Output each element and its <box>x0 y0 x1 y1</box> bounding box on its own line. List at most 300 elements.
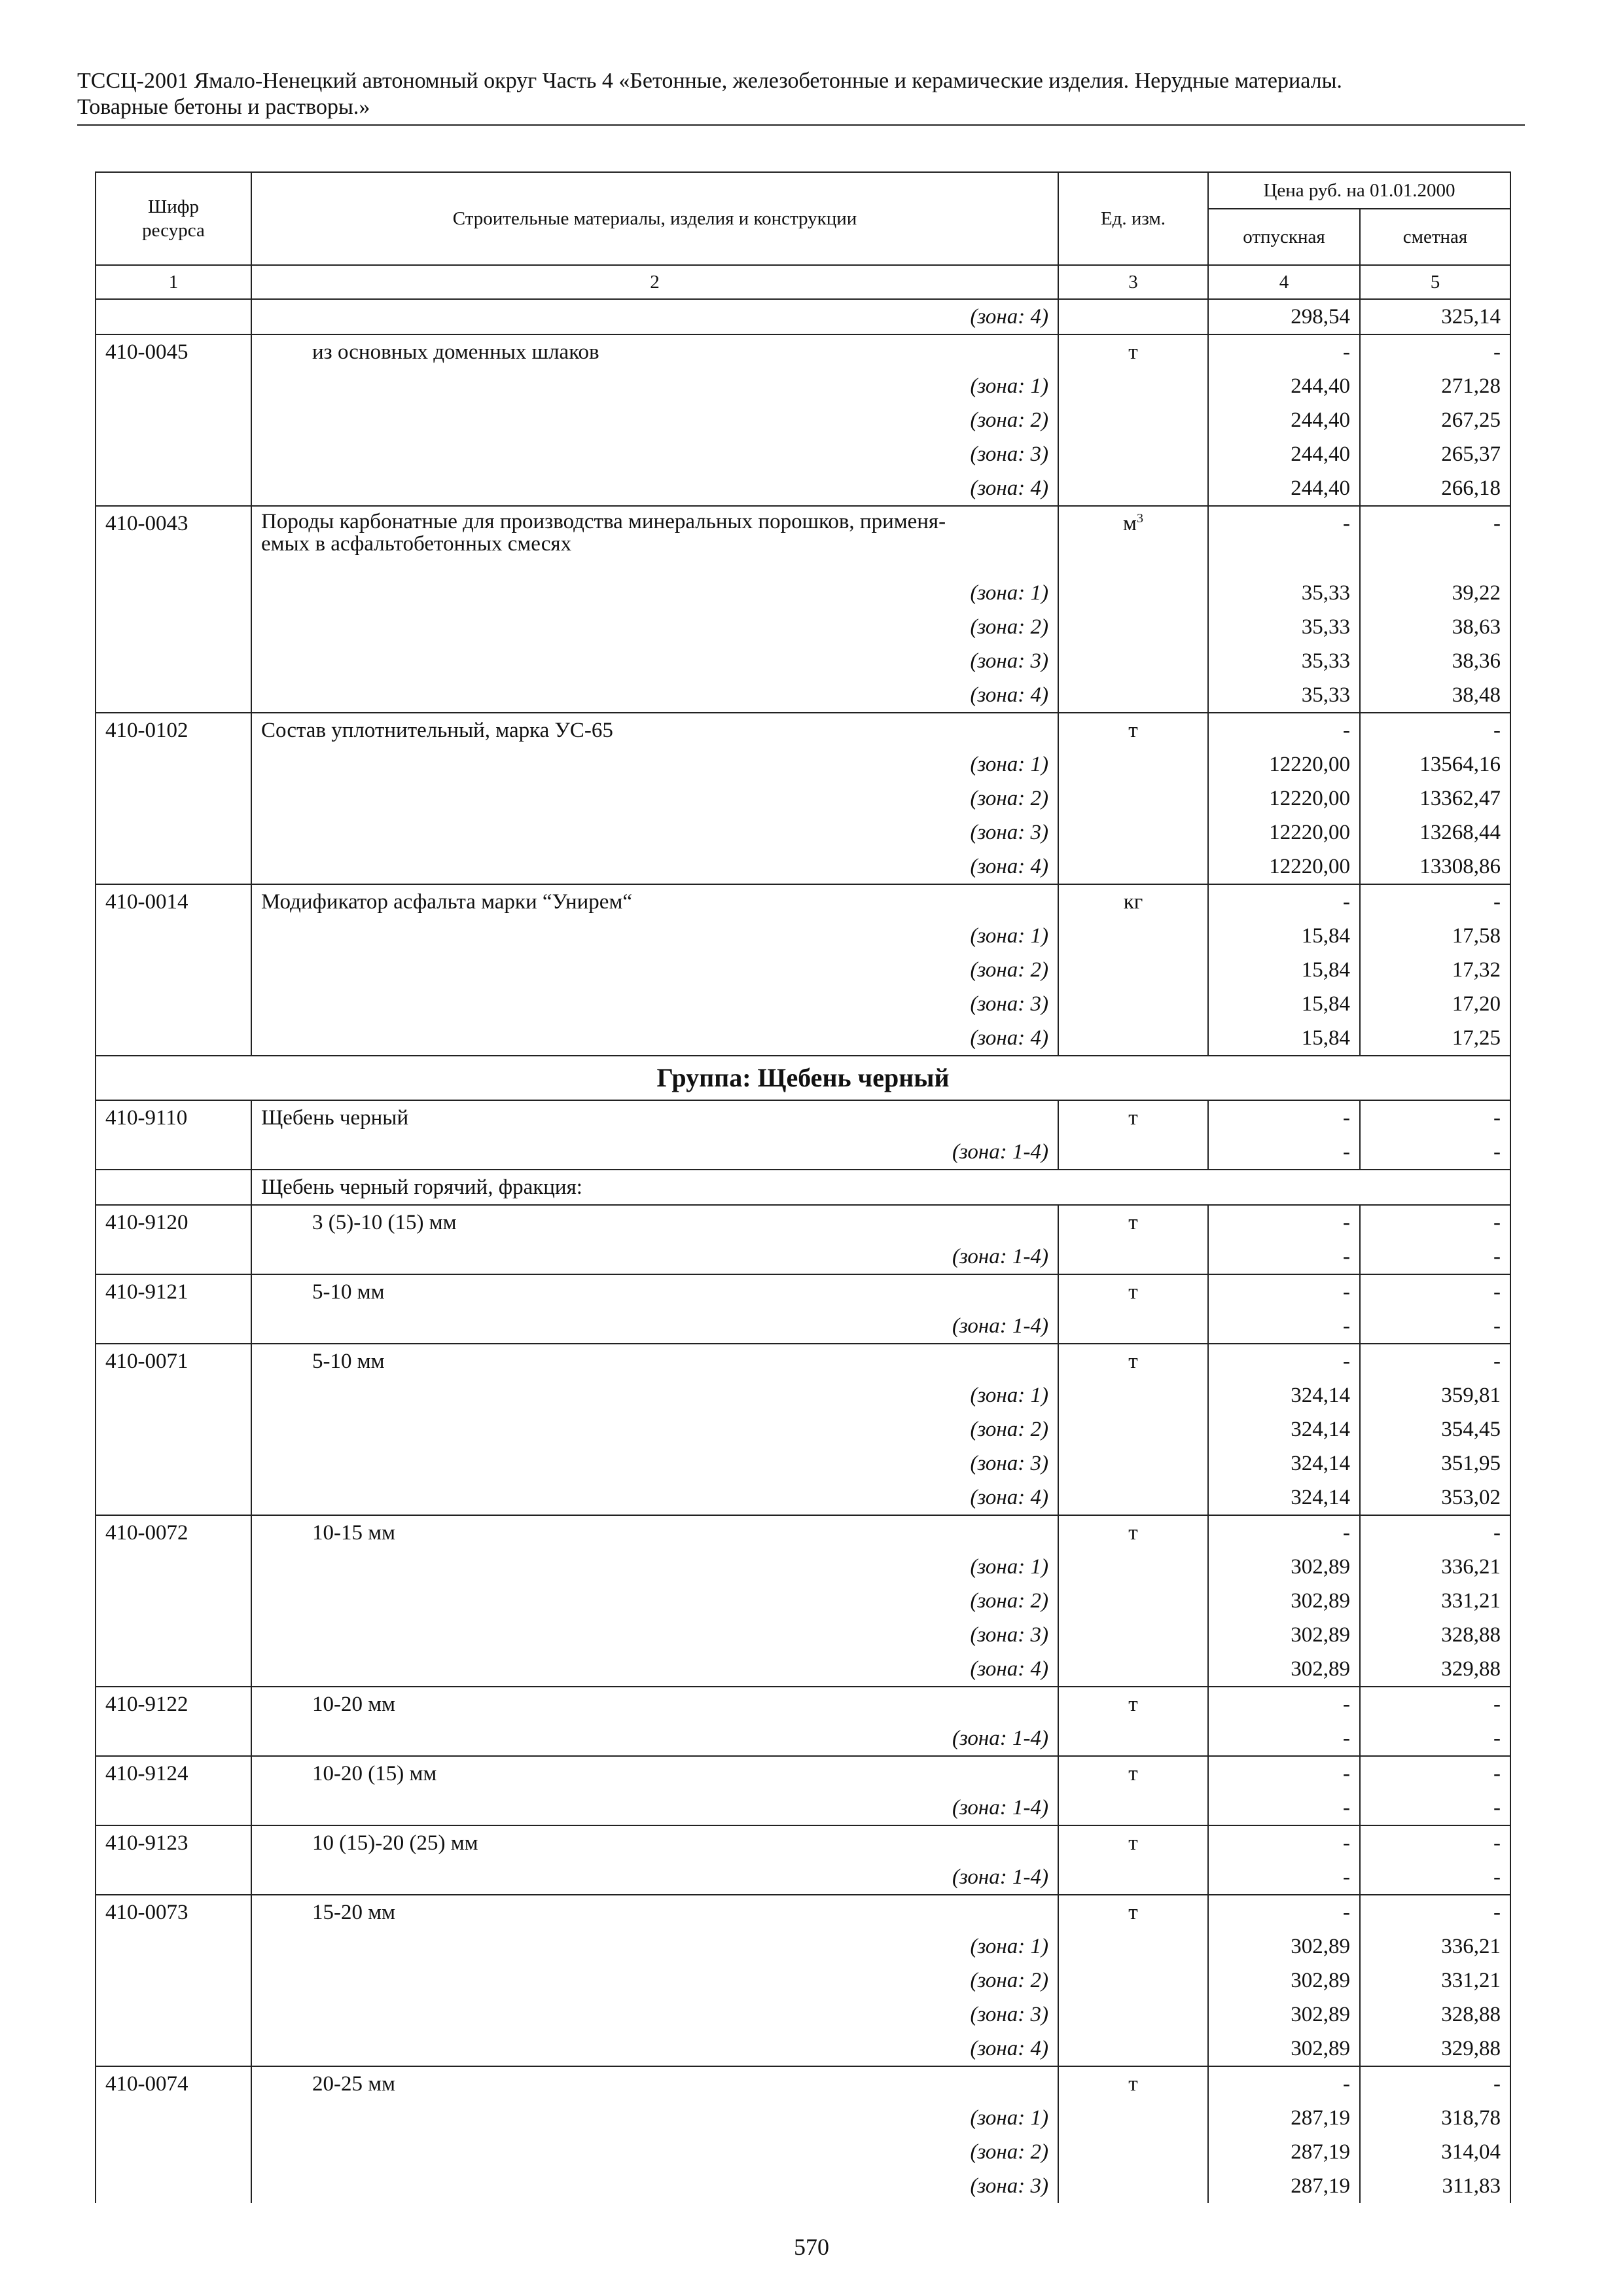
unit-cell: т <box>1058 1274 1208 1309</box>
table-row <box>96 1895 1510 1929</box>
zone-label: (зона: 1-4) <box>251 1721 1058 1756</box>
price-estimate: 17,20 <box>1360 987 1510 1021</box>
zone-label: (зона: 2) <box>251 610 1058 644</box>
price-release: - <box>1208 1860 1360 1895</box>
zone-label: (зона: 1) <box>251 747 1058 781</box>
price-release: 302,89 <box>1208 1998 1360 2032</box>
price-estimate: 311,83 <box>1360 2169 1510 2203</box>
zone-row <box>96 781 1510 816</box>
zone-row <box>96 1309 1510 1344</box>
price-estimate: 359,81 <box>1360 1378 1510 1412</box>
price-estimate: 266,18 <box>1360 471 1510 506</box>
zone-label: (зона: 4) <box>251 471 1058 506</box>
resource-code <box>96 437 251 471</box>
resource-code <box>96 850 251 884</box>
zone-row <box>96 1618 1510 1652</box>
price-estimate: 271,28 <box>1360 369 1510 403</box>
price-release: - <box>1208 1309 1360 1344</box>
table-row <box>96 713 1510 747</box>
resource-code: 410-0102 <box>96 713 251 747</box>
resource-code: 410-0045 <box>96 334 251 369</box>
price-estimate: - <box>1360 1515 1510 1550</box>
zone-label: (зона: 3) <box>251 437 1058 471</box>
price-release: - <box>1208 1895 1360 1929</box>
price-release: 12220,00 <box>1208 850 1360 884</box>
table-row <box>96 1756 1510 1791</box>
price-release: 302,89 <box>1208 1929 1360 1964</box>
price-estimate: 38,63 <box>1360 610 1510 644</box>
price-release: - <box>1208 2066 1360 2101</box>
price-estimate: - <box>1360 1100 1510 1135</box>
zone-label: (зона: 1) <box>251 576 1058 610</box>
zone-row <box>96 2101 1510 2135</box>
zone-row <box>96 678 1510 713</box>
resource-code <box>96 576 251 610</box>
resource-code: 410-0014 <box>96 884 251 919</box>
table-body <box>96 299 1510 2203</box>
price-release: 15,84 <box>1208 953 1360 987</box>
price-release: 35,33 <box>1208 644 1360 678</box>
price-estimate: 336,21 <box>1360 1929 1510 1964</box>
price-estimate: 13268,44 <box>1360 816 1510 850</box>
price-release: - <box>1208 334 1360 369</box>
price-estimate: - <box>1360 1687 1510 1721</box>
price-release: - <box>1208 1205 1360 1240</box>
resource-code <box>96 644 251 678</box>
unit-cell <box>1058 1021 1208 1056</box>
price-release: 302,89 <box>1208 1550 1360 1584</box>
zone-label: (зона: 1) <box>251 1378 1058 1412</box>
unit-cell: т <box>1058 1205 1208 1240</box>
unit-cell <box>1058 919 1208 953</box>
zone-label: (зона: 2) <box>251 953 1058 987</box>
price-estimate: 314,04 <box>1360 2135 1510 2169</box>
zone-row <box>96 1584 1510 1618</box>
column-number: 5 <box>1360 265 1510 299</box>
price-release: 298,54 <box>1208 299 1360 334</box>
price-release: - <box>1208 1274 1360 1309</box>
table-row <box>96 1100 1510 1135</box>
price-estimate: - <box>1360 1825 1510 1860</box>
price-estimate: - <box>1360 1860 1510 1895</box>
price-estimate: 13564,16 <box>1360 747 1510 781</box>
header-code: Шифр ресурса <box>96 172 251 265</box>
price-release: 15,84 <box>1208 987 1360 1021</box>
zone-label: (зона: 1) <box>251 919 1058 953</box>
material-name: из основных доменных шлаков <box>251 334 1058 369</box>
material-name: Щебень черный <box>251 1100 1058 1135</box>
resource-code: 410-9110 <box>96 1100 251 1135</box>
zone-label: (зона: 4) <box>251 1652 1058 1687</box>
resource-code <box>96 1721 251 1756</box>
price-estimate: - <box>1360 1895 1510 1929</box>
zone-label: (зона: 3) <box>251 2169 1058 2203</box>
unit-cell <box>1058 1550 1208 1584</box>
zone-row <box>96 1021 1510 1056</box>
table-row <box>96 884 1510 919</box>
unit-cell <box>1058 1584 1208 1618</box>
price-estimate: 331,21 <box>1360 1964 1510 1998</box>
unit-cell <box>1058 369 1208 403</box>
price-estimate: 354,45 <box>1360 1412 1510 1446</box>
resource-code: 410-0072 <box>96 1515 251 1550</box>
price-estimate: - <box>1360 506 1510 576</box>
material-name: 10-20 (15) мм <box>251 1756 1058 1791</box>
resource-code <box>96 1584 251 1618</box>
zone-row <box>96 1446 1510 1480</box>
resource-code <box>96 1964 251 1998</box>
unit-cell <box>1058 1309 1208 1344</box>
zone-label: (зона: 3) <box>251 644 1058 678</box>
price-release: - <box>1208 1756 1360 1791</box>
column-number: 1 <box>96 265 251 299</box>
resource-code <box>96 1378 251 1412</box>
zone-row <box>96 919 1510 953</box>
zone-label: (зона: 3) <box>251 987 1058 1021</box>
zone-row <box>96 1378 1510 1412</box>
zone-row <box>96 299 1510 334</box>
price-release: - <box>1208 1515 1360 1550</box>
price-release: 244,40 <box>1208 471 1360 506</box>
unit-cell <box>1058 987 1208 1021</box>
column-number: 3 <box>1058 265 1208 299</box>
zone-row <box>96 610 1510 644</box>
zone-row <box>96 1652 1510 1687</box>
resource-code <box>96 1309 251 1344</box>
resource-code <box>96 299 251 334</box>
zone-row <box>96 1721 1510 1756</box>
resource-code <box>96 781 251 816</box>
unit-cell <box>1058 1135 1208 1170</box>
price-release: 302,89 <box>1208 2032 1360 2066</box>
resource-code <box>96 403 251 437</box>
table-header <box>96 172 1510 299</box>
unit-cell: т <box>1058 1344 1208 1378</box>
zone-row <box>96 747 1510 781</box>
resource-code: 410-9124 <box>96 1756 251 1791</box>
subheading-row <box>96 1170 1510 1205</box>
zone-row <box>96 1998 1510 2032</box>
zone-label: (зона: 4) <box>251 2032 1058 2066</box>
zone-label: (зона: 1) <box>251 1929 1058 1964</box>
price-release: 302,89 <box>1208 1584 1360 1618</box>
unit-cell <box>1058 1721 1208 1756</box>
unit-cell <box>1058 816 1208 850</box>
unit-cell <box>1058 1446 1208 1480</box>
resource-code <box>96 1998 251 2032</box>
zone-row <box>96 1860 1510 1895</box>
price-release: 35,33 <box>1208 610 1360 644</box>
price-release: 324,14 <box>1208 1412 1360 1446</box>
zone-label: (зона: 3) <box>251 816 1058 850</box>
zone-row <box>96 1240 1510 1274</box>
material-name: 15-20 мм <box>251 1895 1058 1929</box>
unit-cell <box>1058 644 1208 678</box>
zone-row <box>96 403 1510 437</box>
unit-cell <box>1058 299 1208 334</box>
resource-code: 410-9123 <box>96 1825 251 1860</box>
resource-code <box>96 1652 251 1687</box>
price-release: 324,14 <box>1208 1480 1360 1515</box>
table-row <box>96 506 1510 576</box>
table-row <box>96 1205 1510 1240</box>
price-release: - <box>1208 1687 1360 1721</box>
unit-cell <box>1058 678 1208 713</box>
unit-cell <box>1058 506 1208 576</box>
zone-label: (зона: 2) <box>251 1584 1058 1618</box>
zone-row <box>96 953 1510 987</box>
table-row <box>96 1515 1510 1550</box>
zone-label: (зона: 1) <box>251 2101 1058 2135</box>
unit-cell <box>1058 1240 1208 1274</box>
resource-code <box>96 2135 251 2169</box>
unit-cell: т <box>1058 713 1208 747</box>
zone-row <box>96 1480 1510 1515</box>
price-estimate: - <box>1360 1274 1510 1309</box>
unit-cell <box>1058 2101 1208 2135</box>
zone-label: (зона: 4) <box>251 1021 1058 1056</box>
price-estimate: 328,88 <box>1360 1998 1510 2032</box>
resource-code <box>96 1791 251 1825</box>
resource-code <box>96 610 251 644</box>
resource-code: 410-9122 <box>96 1687 251 1721</box>
unit-cell <box>1058 471 1208 506</box>
unit-cell <box>1058 1998 1208 2032</box>
unit-cell: т <box>1058 1895 1208 1929</box>
price-release: - <box>1208 1825 1360 1860</box>
unit-cell: т <box>1058 1515 1208 1550</box>
unit-cell <box>1058 1378 1208 1412</box>
price-release: - <box>1208 1791 1360 1825</box>
material-name: Модификатор асфальта марки “Унирем“ <box>251 884 1058 919</box>
material-name: 20-25 мм <box>251 2066 1058 2101</box>
price-estimate: 17,25 <box>1360 1021 1510 1056</box>
price-release: - <box>1208 1100 1360 1135</box>
unit-cell: т <box>1058 334 1208 369</box>
price-release: - <box>1208 1721 1360 1756</box>
zone-row <box>96 369 1510 403</box>
unit-cell: т <box>1058 1687 1208 1721</box>
zone-label: (зона: 4) <box>251 850 1058 884</box>
price-release: 302,89 <box>1208 1964 1360 1998</box>
header-line-2: Товарные бетоны и растворы.» <box>77 95 370 119</box>
resource-code: 410-0043 <box>96 506 251 576</box>
price-release: - <box>1208 1135 1360 1170</box>
unit-cell <box>1058 850 1208 884</box>
price-estimate: 331,21 <box>1360 1584 1510 1618</box>
price-release: 15,84 <box>1208 1021 1360 1056</box>
header-name: Строительные материалы, изделия и конструкции <box>251 172 1058 265</box>
table-row <box>96 1687 1510 1721</box>
zone-label: (зона: 2) <box>251 1964 1058 1998</box>
unit-cell <box>1058 953 1208 987</box>
zone-row <box>96 437 1510 471</box>
resource-code <box>96 1929 251 1964</box>
unit-cell <box>1058 2169 1208 2203</box>
zone-label: (зона: 1-4) <box>251 1860 1058 1895</box>
price-release: 244,40 <box>1208 437 1360 471</box>
resource-code <box>96 987 251 1021</box>
price-table <box>95 171 1511 2203</box>
column-number: 2 <box>251 265 1058 299</box>
unit-cell <box>1058 610 1208 644</box>
zone-row <box>96 2169 1510 2203</box>
resource-code <box>96 1618 251 1652</box>
header-line-1: ТССЦ-2001 Ямало-Ненецкий автономный округ Часть 4 «Бетонные, железобетонные и керамические изделия. Нерудные материалы. <box>77 69 1342 93</box>
price-release: 35,33 <box>1208 678 1360 713</box>
price-release: - <box>1208 884 1360 919</box>
zone-label: (зона: 1) <box>251 369 1058 403</box>
price-release: 287,19 <box>1208 2101 1360 2135</box>
zone-label: (зона: 3) <box>251 1618 1058 1652</box>
table-row <box>96 1344 1510 1378</box>
price-estimate: - <box>1360 1344 1510 1378</box>
resource-code <box>96 2032 251 2066</box>
price-estimate: 329,88 <box>1360 2032 1510 2066</box>
price-release: 302,89 <box>1208 1618 1360 1652</box>
price-estimate: 38,48 <box>1360 678 1510 713</box>
unit-cell <box>1058 1964 1208 1998</box>
price-estimate: 353,02 <box>1360 1480 1510 1515</box>
zone-row <box>96 1964 1510 1998</box>
price-release: 12220,00 <box>1208 816 1360 850</box>
resource-code <box>96 2169 251 2203</box>
unit-cell <box>1058 1480 1208 1515</box>
zone-row <box>96 2032 1510 2066</box>
zone-label: (зона: 4) <box>251 678 1058 713</box>
zone-label: (зона: 4) <box>251 299 1058 334</box>
price-release: - <box>1208 506 1360 576</box>
zone-label: (зона: 1) <box>251 1550 1058 1584</box>
material-name: 5-10 мм <box>251 1344 1058 1378</box>
resource-code: 410-0074 <box>96 2066 251 2101</box>
header-price-release: отпускная <box>1208 209 1360 265</box>
price-release: 12220,00 <box>1208 781 1360 816</box>
zone-row <box>96 850 1510 884</box>
zone-label: (зона: 1-4) <box>251 1309 1058 1344</box>
resource-code: 410-0071 <box>96 1344 251 1378</box>
zone-row <box>96 471 1510 506</box>
resource-code <box>96 1550 251 1584</box>
zone-label: (зона: 2) <box>251 781 1058 816</box>
material-name-line-1: Породы карбонатные для производства минеральных порошков, применя- <box>261 510 946 533</box>
resource-code <box>96 953 251 987</box>
price-release: - <box>1208 713 1360 747</box>
zone-row <box>96 1412 1510 1446</box>
material-name: 10-20 мм <box>251 1687 1058 1721</box>
price-estimate: 329,88 <box>1360 1652 1510 1687</box>
unit-cell <box>1058 747 1208 781</box>
price-estimate: 336,21 <box>1360 1550 1510 1584</box>
unit-cell <box>1058 437 1208 471</box>
header-unit: Ед. изм. <box>1058 172 1208 265</box>
price-estimate: - <box>1360 1721 1510 1756</box>
resource-code <box>96 2101 251 2135</box>
unit-cell <box>1058 403 1208 437</box>
header-price: Цена руб. на 01.01.2000 <box>1208 172 1510 209</box>
zone-label: (зона: 1-4) <box>251 1135 1058 1170</box>
unit-cell: кг <box>1058 884 1208 919</box>
zone-label: (зона: 4) <box>251 1480 1058 1515</box>
resource-code <box>96 471 251 506</box>
zone-row <box>96 644 1510 678</box>
material-name: 10-15 мм <box>251 1515 1058 1550</box>
material-name: Состав уплотнительный, марка УС-65 <box>251 713 1058 747</box>
unit-cell: т <box>1058 1756 1208 1791</box>
resource-code <box>96 1860 251 1895</box>
price-estimate: 351,95 <box>1360 1446 1510 1480</box>
price-release: 244,40 <box>1208 403 1360 437</box>
price-estimate: - <box>1360 1135 1510 1170</box>
unit-cell <box>1058 1652 1208 1687</box>
unit-cell <box>1058 1860 1208 1895</box>
resource-code: 410-9121 <box>96 1274 251 1309</box>
price-estimate: 17,32 <box>1360 953 1510 987</box>
material-name-line-2: емых в асфальтобетонных смесях <box>261 532 572 556</box>
zone-row <box>96 1550 1510 1584</box>
zone-label: (зона: 2) <box>251 1412 1058 1446</box>
resource-code <box>96 1240 251 1274</box>
resource-code <box>96 1446 251 1480</box>
material-name: 3 (5)-10 (15) мм <box>251 1205 1058 1240</box>
resource-code <box>96 369 251 403</box>
price-estimate: - <box>1360 1205 1510 1240</box>
price-release: 287,19 <box>1208 2169 1360 2203</box>
price-release: 244,40 <box>1208 369 1360 403</box>
unit-cell <box>1058 2032 1208 2066</box>
table-row <box>96 334 1510 369</box>
resource-code <box>96 1480 251 1515</box>
price-estimate: 325,14 <box>1360 299 1510 334</box>
price-release: 15,84 <box>1208 919 1360 953</box>
price-estimate: - <box>1360 334 1510 369</box>
zone-row <box>96 576 1510 610</box>
price-estimate: 265,37 <box>1360 437 1510 471</box>
material-name <box>251 506 1058 576</box>
resource-code: 410-9120 <box>96 1205 251 1240</box>
resource-code <box>96 816 251 850</box>
resource-code <box>96 747 251 781</box>
price-estimate: 13308,86 <box>1360 850 1510 884</box>
zone-label: (зона: 2) <box>251 403 1058 437</box>
price-estimate: - <box>1360 1240 1510 1274</box>
zone-row <box>96 1791 1510 1825</box>
price-estimate: 328,88 <box>1360 1618 1510 1652</box>
unit-cell <box>1058 1791 1208 1825</box>
zone-label: (зона: 3) <box>251 1446 1058 1480</box>
unit-label: м <box>1123 512 1137 535</box>
price-estimate: - <box>1360 1309 1510 1344</box>
unit-cell <box>1058 781 1208 816</box>
zone-row <box>96 1135 1510 1170</box>
price-release: 12220,00 <box>1208 747 1360 781</box>
resource-code <box>96 678 251 713</box>
zone-row <box>96 1929 1510 1964</box>
unit-cell <box>1058 2135 1208 2169</box>
price-release: 302,89 <box>1208 1652 1360 1687</box>
unit-exponent: 3 <box>1136 511 1143 526</box>
unit-cell: т <box>1058 1825 1208 1860</box>
table-row <box>96 2066 1510 2101</box>
price-release: 35,33 <box>1208 576 1360 610</box>
price-release: 324,14 <box>1208 1446 1360 1480</box>
resource-code <box>96 1021 251 1056</box>
resource-code <box>96 919 251 953</box>
unit-cell <box>1058 1412 1208 1446</box>
price-estimate: 267,25 <box>1360 403 1510 437</box>
subheading-title: Щебень черный горячий, фракция: <box>251 1170 1510 1205</box>
unit-cell: т <box>1058 2066 1208 2101</box>
